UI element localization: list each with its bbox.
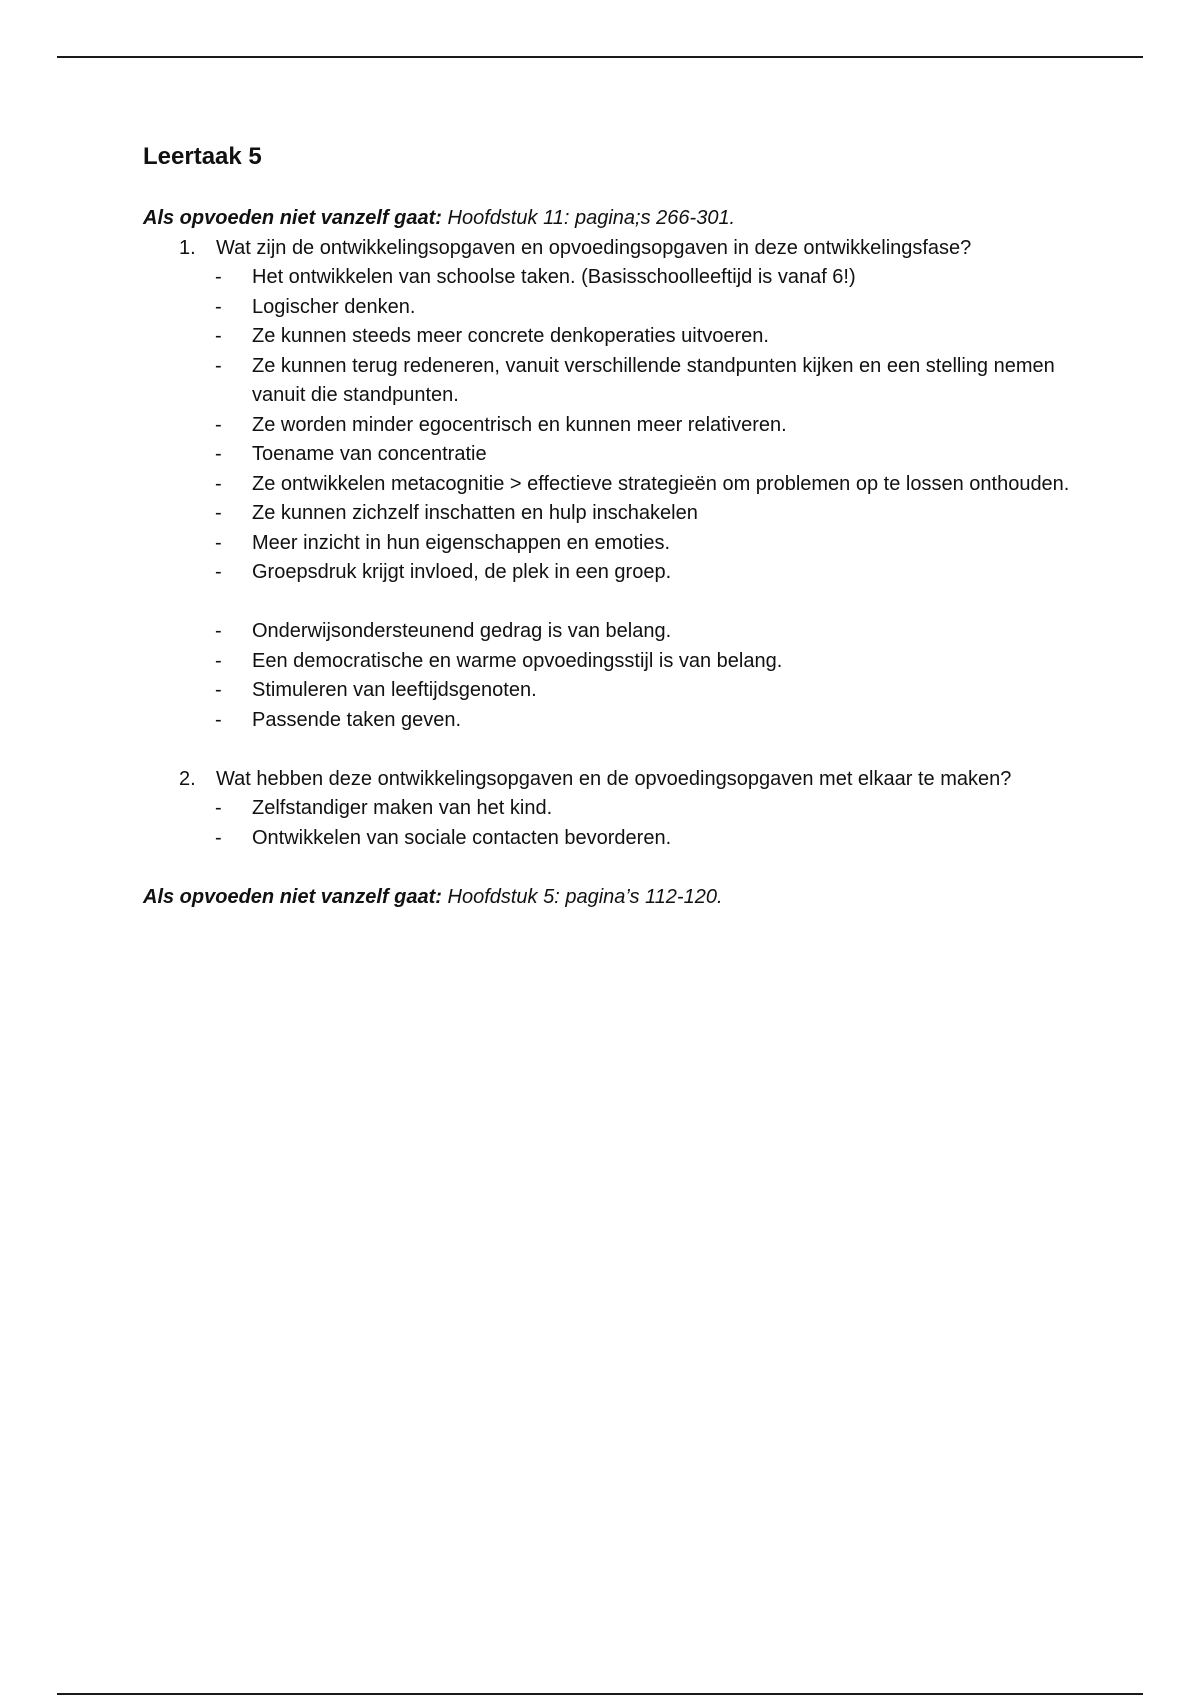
page-title: Leertaak 5 (143, 143, 262, 170)
footer-rule (57, 1693, 1143, 1695)
list-item-text: Ontwikkelen van sociale contacten bevorderen. (252, 826, 672, 849)
bullet-dash: - (215, 679, 222, 701)
bullet-dash: - (215, 266, 222, 288)
source-book-title: Als opvoeden niet vanzelf gaat: (143, 207, 442, 229)
list-item (215, 263, 1083, 293)
list-item-text: Ze kunnen steeds meer concrete denkoperaties uitvoeren. (252, 325, 769, 347)
question-number: 1. (179, 236, 196, 259)
list-item-text: Passende taken geven. (252, 708, 462, 731)
bullet-dash: - (215, 325, 222, 347)
spacer (143, 735, 1083, 765)
list-item-text: Ze ontwikkelen metacognitie > effectieve strategieën om problemen op te lossen onthouden. (252, 472, 1070, 495)
source-reference-1 (143, 204, 1083, 234)
list-item (215, 293, 1083, 323)
bullet-dash: - (215, 620, 222, 642)
bullet-dash: - (215, 502, 222, 524)
document-body (143, 140, 1083, 912)
list-item (215, 440, 1083, 470)
source-chapter: Hoofdstuk 5: pagina’s 112-120. (441, 885, 723, 908)
answer-list-2 (143, 794, 1083, 853)
list-item (215, 794, 1083, 824)
header-rule (57, 56, 1143, 58)
list-item (215, 558, 1083, 588)
bullet-dash: - (215, 797, 222, 819)
bullet-dash: - (215, 295, 222, 318)
list-item (215, 322, 1083, 352)
list-item (215, 499, 1083, 529)
question-number: 2. (179, 767, 196, 790)
bullet-dash: - (215, 443, 222, 465)
list-item-text: Zelfstandiger maken van het kind. (252, 797, 553, 819)
list-item-text: Stimuleren van leeftijdsgenoten. (252, 679, 537, 701)
list-item-text: Logischer denken. (252, 295, 416, 318)
answer-list-1b (143, 617, 1083, 735)
source-book-title: Als opvoeden niet vanzelf gaat: (143, 885, 442, 908)
list-item-text: Het ontwikkelen van schoolse taken. (Basisschoolleeftijd is vanaf 6!) (252, 266, 856, 288)
list-item (215, 411, 1083, 441)
question-text: Wat hebben deze ontwikkelingsopgaven en de opvoedingsopgaven met elkaar te maken? (216, 767, 1012, 790)
list-item-text: Toename van concentratie (252, 443, 487, 465)
source-chapter: Hoofdstuk 11: pagina;s 266-301. (441, 207, 736, 229)
bullet-dash: - (215, 649, 222, 672)
source-reference-2 (143, 883, 1083, 913)
list-item (215, 647, 1083, 677)
list-item (215, 352, 1083, 411)
question-1 (143, 234, 1083, 264)
list-item-text: Ze kunnen terug redeneren, vanuit verschillende standpunten kijken en een stelling nemen vanuit die standpunten. (252, 354, 1055, 406)
list-item-text: Ze worden minder egocentrisch en kunnen meer relativeren. (252, 413, 787, 436)
list-item (215, 706, 1083, 736)
bullet-dash: - (215, 531, 222, 554)
bullet-dash: - (215, 472, 222, 495)
question-text: Wat zijn de ontwikkelingsopgaven en opvoedingsopgaven in deze ontwikkelingsfase? (216, 236, 972, 259)
list-item-text: Groepsdruk krijgt invloed, de plek in een groep. (252, 561, 672, 583)
list-item-text: Onderwijsondersteunend gedrag is van belang. (252, 620, 672, 642)
bullet-dash: - (215, 826, 222, 849)
bullet-dash: - (215, 413, 222, 436)
list-item-text: Meer inzicht in hun eigenschappen en emoties. (252, 531, 671, 554)
question-2 (143, 765, 1083, 795)
bullet-dash: - (215, 708, 222, 731)
list-item (215, 824, 1083, 854)
list-item (215, 617, 1083, 647)
list-item (215, 529, 1083, 559)
bullet-dash: - (215, 354, 222, 377)
list-item (215, 676, 1083, 706)
list-item-text: Een democratische en warme opvoedingsstijl is van belang. (252, 649, 783, 672)
spacer (143, 588, 1083, 618)
spacer (143, 853, 1083, 883)
answer-list-1a (143, 263, 1083, 588)
list-item (215, 470, 1083, 500)
bullet-dash: - (215, 561, 222, 583)
list-item-text: Ze kunnen zichzelf inschatten en hulp inschakelen (252, 502, 698, 524)
